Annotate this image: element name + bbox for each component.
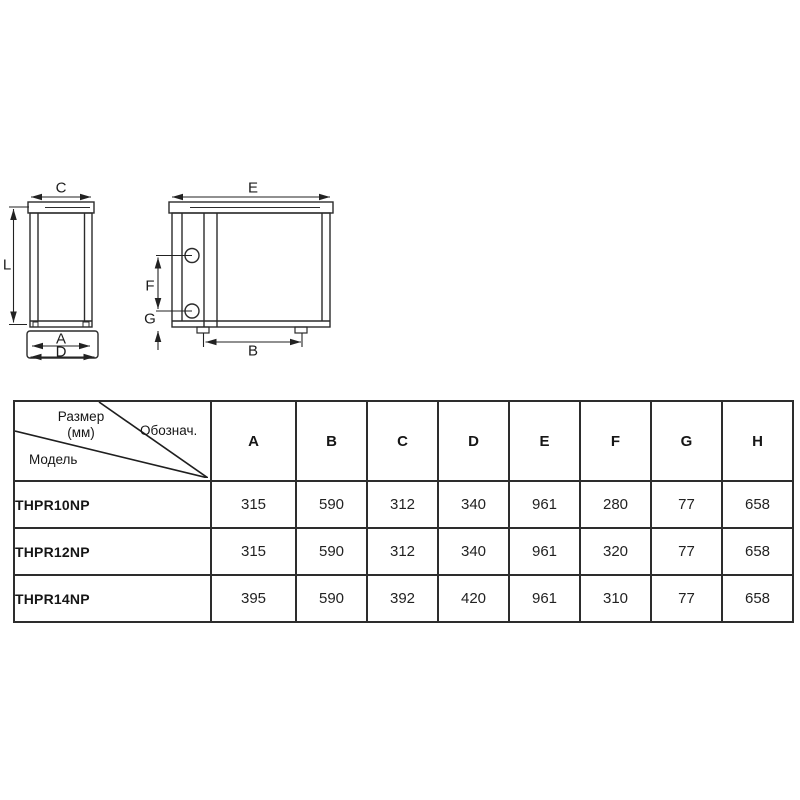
corner-model-label: Модель bbox=[29, 452, 78, 467]
table-row bbox=[14, 528, 793, 575]
model-cell: THPR14NP bbox=[14, 575, 211, 622]
model-cell: THPR12NP bbox=[14, 528, 211, 575]
technical-drawing bbox=[0, 0, 800, 392]
column-header-c: C bbox=[367, 401, 438, 481]
corner-size-label bbox=[39, 409, 123, 441]
column-header-g: G bbox=[651, 401, 722, 481]
dim-label-f: F bbox=[145, 277, 155, 295]
corner-designation-label: Обознач. bbox=[140, 423, 198, 438]
front-view-outline bbox=[169, 202, 333, 333]
value-cell: 658 bbox=[722, 528, 793, 575]
dimensions-table bbox=[13, 400, 794, 623]
value-cell: 77 bbox=[651, 575, 722, 622]
value-cell: 961 bbox=[509, 575, 580, 622]
value-cell: 315 bbox=[211, 481, 296, 528]
corner-size-line2: (мм) bbox=[67, 425, 95, 440]
dim-label-g: G bbox=[144, 310, 156, 328]
column-header-f: F bbox=[580, 401, 651, 481]
value-cell: 310 bbox=[580, 575, 651, 622]
value-cell: 961 bbox=[509, 481, 580, 528]
dim-label-c: C bbox=[55, 179, 67, 197]
value-cell: 280 bbox=[580, 481, 651, 528]
value-cell: 590 bbox=[296, 528, 367, 575]
dim-label-d: D bbox=[55, 343, 67, 360]
value-cell: 315 bbox=[211, 528, 296, 575]
table-corner-cell bbox=[14, 401, 211, 481]
dim-label-e: E bbox=[247, 179, 259, 197]
value-cell: 77 bbox=[651, 481, 722, 528]
value-cell: 590 bbox=[296, 481, 367, 528]
column-header-a: A bbox=[211, 401, 296, 481]
value-cell: 312 bbox=[367, 528, 438, 575]
dim-label-b: B bbox=[247, 342, 259, 360]
value-cell: 320 bbox=[580, 528, 651, 575]
column-header-b: B bbox=[296, 401, 367, 481]
table-header-row bbox=[14, 401, 793, 481]
dim-label-a: A bbox=[55, 330, 67, 348]
value-cell: 420 bbox=[438, 575, 509, 622]
dim-label-l: L bbox=[2, 256, 12, 274]
column-header-e: E bbox=[509, 401, 580, 481]
value-cell: 340 bbox=[438, 481, 509, 528]
table-row bbox=[14, 481, 793, 528]
value-cell: 392 bbox=[367, 575, 438, 622]
value-cell: 340 bbox=[438, 528, 509, 575]
value-cell: 961 bbox=[509, 528, 580, 575]
value-cell: 77 bbox=[651, 528, 722, 575]
value-cell: 312 bbox=[367, 481, 438, 528]
table-row bbox=[14, 575, 793, 622]
value-cell: 395 bbox=[211, 575, 296, 622]
column-header-d: D bbox=[438, 401, 509, 481]
model-cell: THPR10NP bbox=[14, 481, 211, 528]
value-cell: 658 bbox=[722, 575, 793, 622]
corner-size-line1: Размер bbox=[57, 409, 105, 424]
column-header-h: H bbox=[722, 401, 793, 481]
value-cell: 590 bbox=[296, 575, 367, 622]
drawing-linework bbox=[0, 0, 800, 392]
value-cell: 658 bbox=[722, 481, 793, 528]
